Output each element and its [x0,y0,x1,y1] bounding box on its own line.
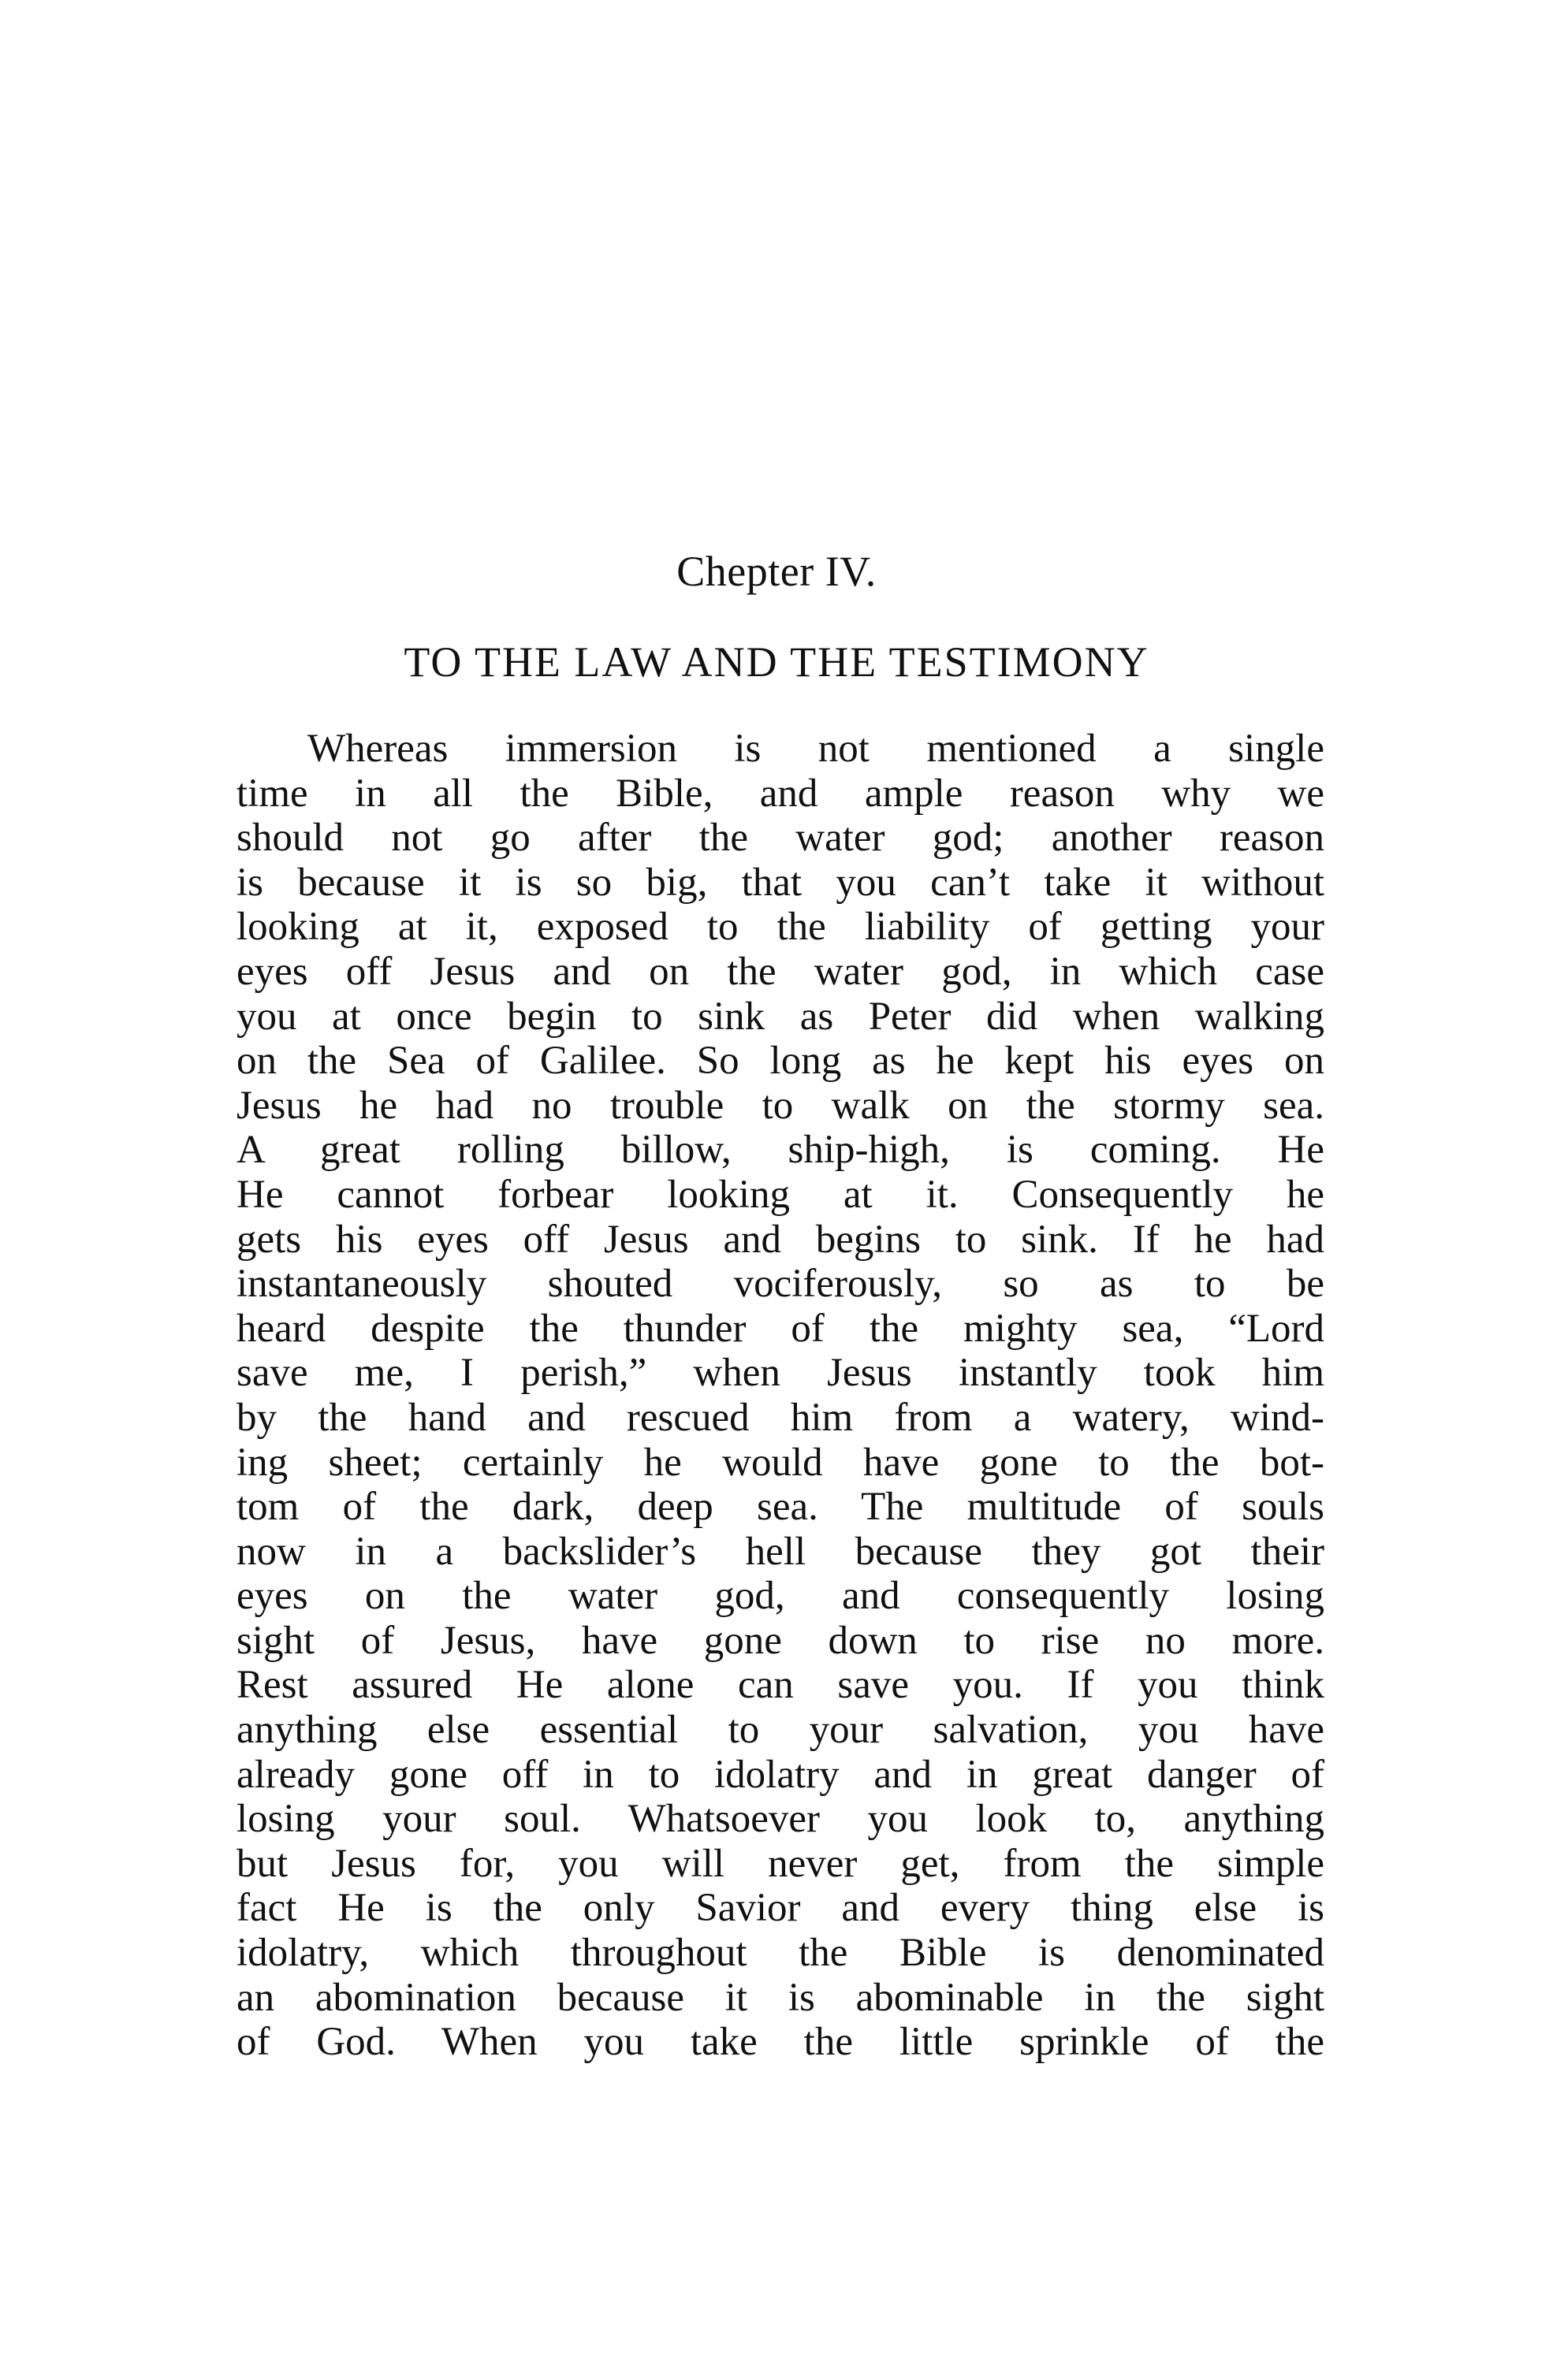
text-line: should not go after the water god; another reason [236,816,1324,861]
chapter-label: Chepter IV. [676,548,877,595]
text-line: A great rolling billow, ship-high, is coming. He [236,1128,1324,1173]
text-line: Jesus he had no trouble to walk on the stormy sea. [236,1083,1324,1128]
text-line: is because it is so big, that you can’t take it without [236,860,1324,905]
text-line: eyes on the water god, and consequently losing [236,1574,1324,1619]
text-line: you at once begin to sink as Peter did when walking [236,994,1324,1039]
text-line: already gone off in to idolatry and in great danger of [236,1752,1324,1797]
text-line: tom of the dark, deep sea. The multitude of souls [236,1485,1324,1530]
text-line: but Jesus for, you will never get, from the simple [236,1841,1324,1886]
text-line: ing sheet; certainly he would have gone to the bot- [236,1440,1324,1485]
text-line: of God. When you take the little sprinkle of the [236,2020,1324,2065]
text-line: looking at it, exposed to the liability of getting your [236,905,1324,950]
text-line: an abomination because it is abominable in the sight [236,1975,1324,2020]
text-line: heard despite the thunder of the mighty sea, “Lord [236,1306,1324,1351]
text-line: on the Sea of Galilee. So long as he kept his eyes on [236,1039,1324,1084]
text-line: now in a backslider’s hell because they got their [236,1529,1324,1574]
text-line: time in all the Bible, and ample reason why we [236,771,1324,816]
text-line: He cannot forbear looking at it. Consequently he [236,1172,1324,1217]
text-line: idolatry, which throughout the Bible is denominated [236,1931,1324,1976]
text-line: eyes off Jesus and on the water god, in which case [236,949,1324,994]
chapter-title: TO THE LAW AND THE TESTIMONY [404,638,1149,686]
text-line: fact He is the only Savior and every thing else is [236,1886,1324,1931]
text-line: instantaneously shouted vociferously, so as to be [236,1262,1324,1307]
text-line: Whereas immersion is not mentioned a single [307,727,1324,771]
body-paragraph [236,727,1324,2065]
text-line: save me, I perish,” when Jesus instantly took him [236,1351,1324,1396]
text-line: by the hand and rescued him from a watery, wind- [236,1395,1324,1440]
text-line: gets his eyes off Jesus and begins to sink. If he had [236,1217,1324,1262]
text-line: sight of Jesus, have gone down to rise no more. [236,1618,1324,1663]
text-line: losing your soul. Whatsoever you look to, anything [236,1797,1324,1842]
text-line: anything else essential to your salvation, you have [236,1708,1324,1753]
text-line: Rest assured He alone can save you. If you think [236,1663,1324,1708]
